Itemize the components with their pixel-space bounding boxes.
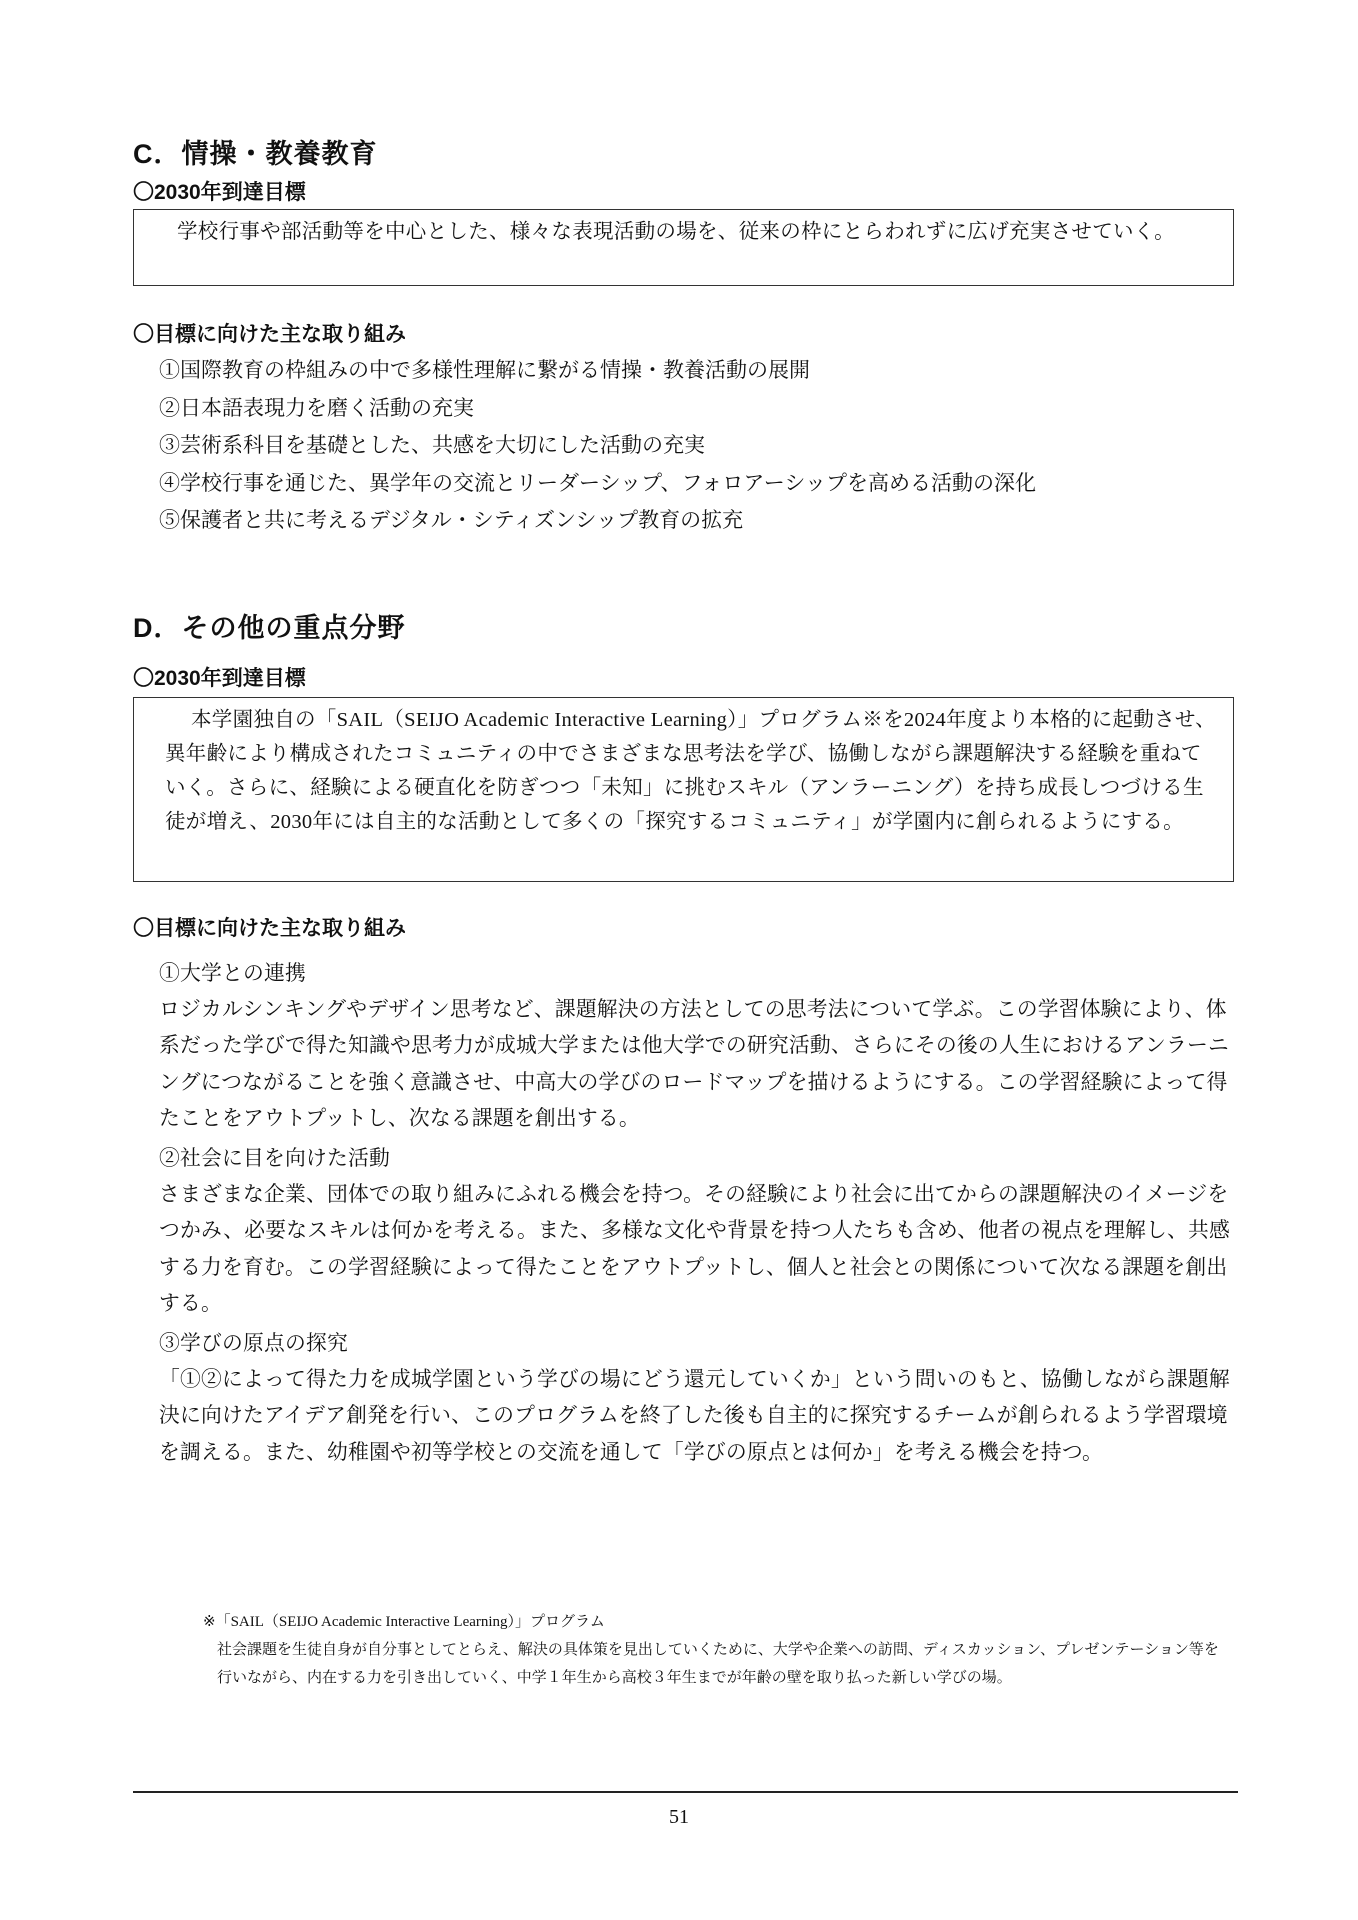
list-item: ④学校行事を通じた、異学年の交流とリーダーシップ、フォロアーシップを高める活動の深化 [159,470,1036,495]
section-d-goal-box [133,697,1234,882]
footnote-body: 社会課題を生徒自身が自分事としてとらえ、解決の具体策を見出していくために、大学や企業への訪問、ディスカッション、プレゼンテーション等を行いながら、内在する力を引き出していく、中学１年生から高校３年生までが年齢の壁を取り払った新しい学びの場。 [217,1642,1219,1686]
footer-divider [133,1791,1238,1793]
action-item-body: 「①②によって得た力を成城学園という学びの場にどう還元していくか」という問いのもと、協働しながら課題解決に向けたアイデア創発を行い、このプログラムを終了した後も自主的に探究するチームが創られるよう学習環境を調える。また、幼稚園や初等学校との交流を通して「学びの原点とは何か」を考える機会を持つ。 [159,1368,1230,1464]
list-item: ⑤保護者と共に考えるデジタル・シティズンシップ教育の拡充 [159,508,744,532]
action-item-body: ロジカルシンキングやデザイン思考など、課題解決の方法としての思考法について学ぶ。この学習体験により、体系だった学びで得た知識や思考力が成城大学または他大学での研究活動、さらにその後の人生におけるアンラーニングにつながることを強く意識させ、中高大の学びのロードマップを描けるようにする。この学習経験によって得たことをアウトプットし、次なる課題を創出する。 [159,998,1230,1130]
action-item-body: さまざまな企業、団体での取り組みにふれる機会を持つ。その経験により社会に出てからの課題解決のイメージをつかみ、必要なスキルは何かを考える。また、多様な文化や背景を持つ人たちも含め、他者の視点を理解し、共感する力を育む。この学習経験によって得たことをアウトプットし、個人と社会との関係について次なる課題を創出する。 [159,1183,1231,1315]
section-c-heading: C．情操・教養教育 [133,139,378,169]
list-item: ①国際教育の枠組みの中で多様性理解に繋がる情操・教養活動の展開 [159,358,810,382]
list-item: ③芸術系科目を基礎とした、共感を大切にした活動の充実 [159,433,705,457]
section-c-actions-label: 〇目標に向けた主な取り組み [133,323,406,346]
footnote [203,1608,1233,1692]
action-item-title: ①大学との連携 [159,962,306,985]
section-d-heading: D．その他の重点分野 [133,613,406,643]
section-d-goal-text: 本学園独自の「SAIL（SEIJO Academic Interactive Learning）」プログラム※を2024年度より本格的に起動させ、異年齢により構成されたコミュニティの中でさまざまな思考法を学び、協働しながら課題解決する経験を重ねていく。さらに、経験による硬直化を防ぎつつ「未知」に挑むスキル（アンラーニング）を持ち成長しつづける生徒が増え、2030年には自主的な活動として多くの「探究するコミュニティ」が学園内に創られるようにする。 [165,709,1216,833]
section-c-actions-list [159,352,1036,540]
list-item: ②日本語表現力を磨く活動の充実 [159,395,474,420]
footnote-title: ※「SAIL（SEIJO Academic Interactive Learning）」プログラム [203,1614,605,1630]
action-item-title: ③学びの原点の探究 [159,1332,348,1356]
section-c-goal-label: 〇2030年到達目標 [133,181,306,204]
section-d-actions [159,956,1239,1475]
section-d-actions-label: 〇目標に向けた主な取り組み [133,917,406,940]
action-item-title: ②社会に目を向けた活動 [159,1147,390,1171]
section-d-goal-label: 〇2030年到達目標 [133,667,306,690]
section-c-goal-text: 学校行事や部活動等を中心とした、様々な表現活動の場を、従来の枠にとらわれずに広げ充実させていく。 [177,221,1175,243]
page-number: 51 [669,1806,689,1828]
section-c-goal-box [133,209,1234,286]
